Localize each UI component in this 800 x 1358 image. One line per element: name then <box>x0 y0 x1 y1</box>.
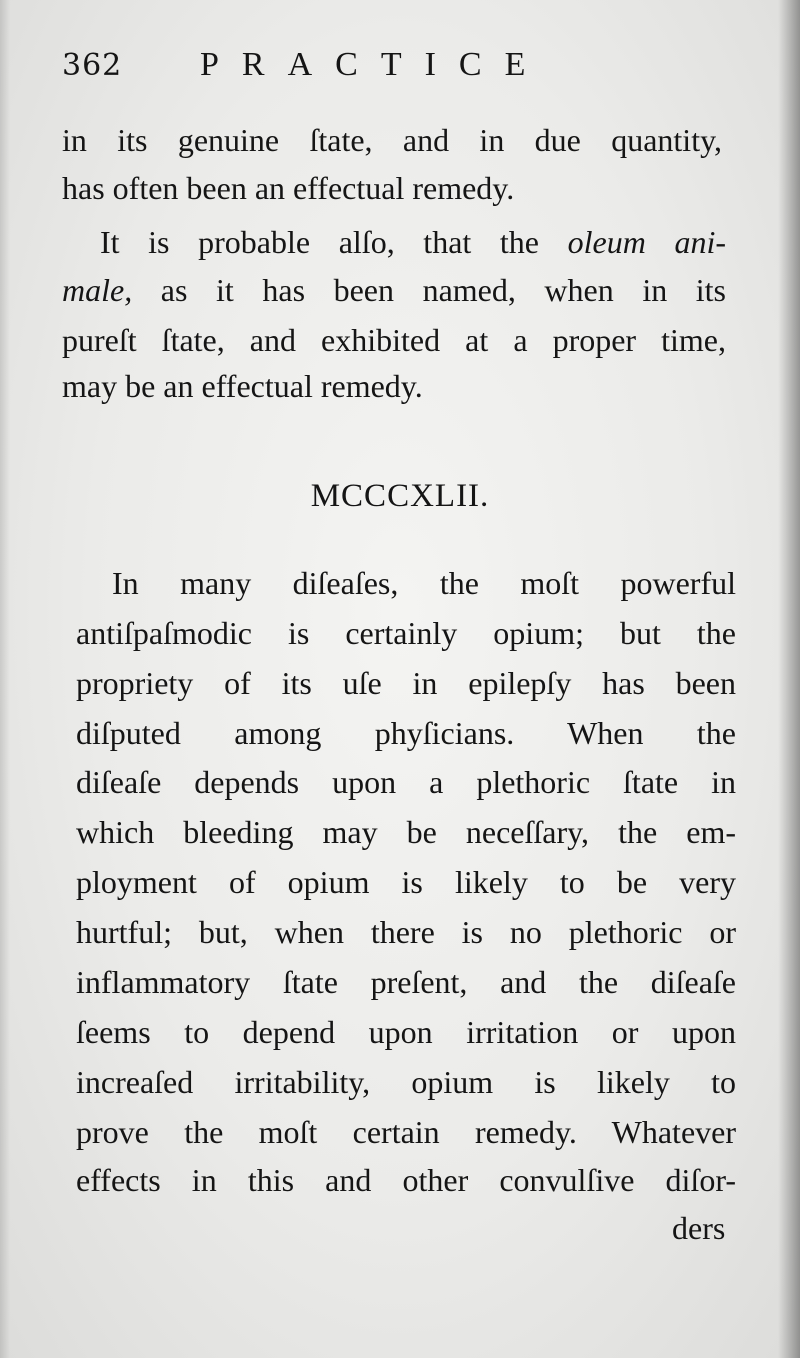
text-line: antiſpaſmodic is certainly opium; but the <box>76 615 736 651</box>
text-line: prove the moſt certain remedy. Whatever <box>76 1114 736 1150</box>
text-line <box>100 222 726 262</box>
text-line: diſputed among phyſicians. When the <box>76 715 736 751</box>
text-line: which bleeding may be neceſſary, the em- <box>76 814 736 850</box>
text-line: In many diſeaſes, the moſt powerful <box>112 565 736 601</box>
text-line: ployment of opium is likely to be very <box>76 864 736 900</box>
text-line: ſeems to depend upon irritation or upon <box>76 1014 736 1050</box>
text-line: propriety of its uſe in epilepſy has been <box>76 665 736 701</box>
page-number: 362 <box>62 48 123 83</box>
text-line: effects in this and other convulſive diſor- <box>76 1162 736 1198</box>
text-line: increaſed irritability, opium is likely to <box>76 1064 736 1100</box>
text-line: hurtful; but, when there is no plethoric or <box>76 914 736 950</box>
text-segment: as it has been named, when in its <box>160 272 727 308</box>
page-shadow-right <box>778 0 800 1358</box>
text-line: inflammatory ſtate preſent, and the diſeaſe <box>76 964 736 1000</box>
text-line <box>62 270 726 310</box>
catchword: ders <box>672 1210 726 1246</box>
section-heading: MCCCXLII. <box>310 478 490 514</box>
text-line: pureſt ſtate, and exhibited at a proper time, <box>62 322 726 358</box>
text-line: has often been an effectual remedy. <box>62 170 515 206</box>
running-title: PRACTICE <box>200 46 549 83</box>
text-segment: It is probable alſo, that the <box>100 224 540 260</box>
italic-term: male, <box>62 272 133 308</box>
page-shadow-left <box>0 0 10 1358</box>
text-line: diſeaſe depends upon a plethoric ſtate in <box>76 764 736 800</box>
text-line: in its genuine ſtate, and in due quantity, <box>62 122 722 158</box>
text-line: may be an effectual remedy. <box>62 368 423 404</box>
italic-term: oleum ani- <box>567 224 727 260</box>
